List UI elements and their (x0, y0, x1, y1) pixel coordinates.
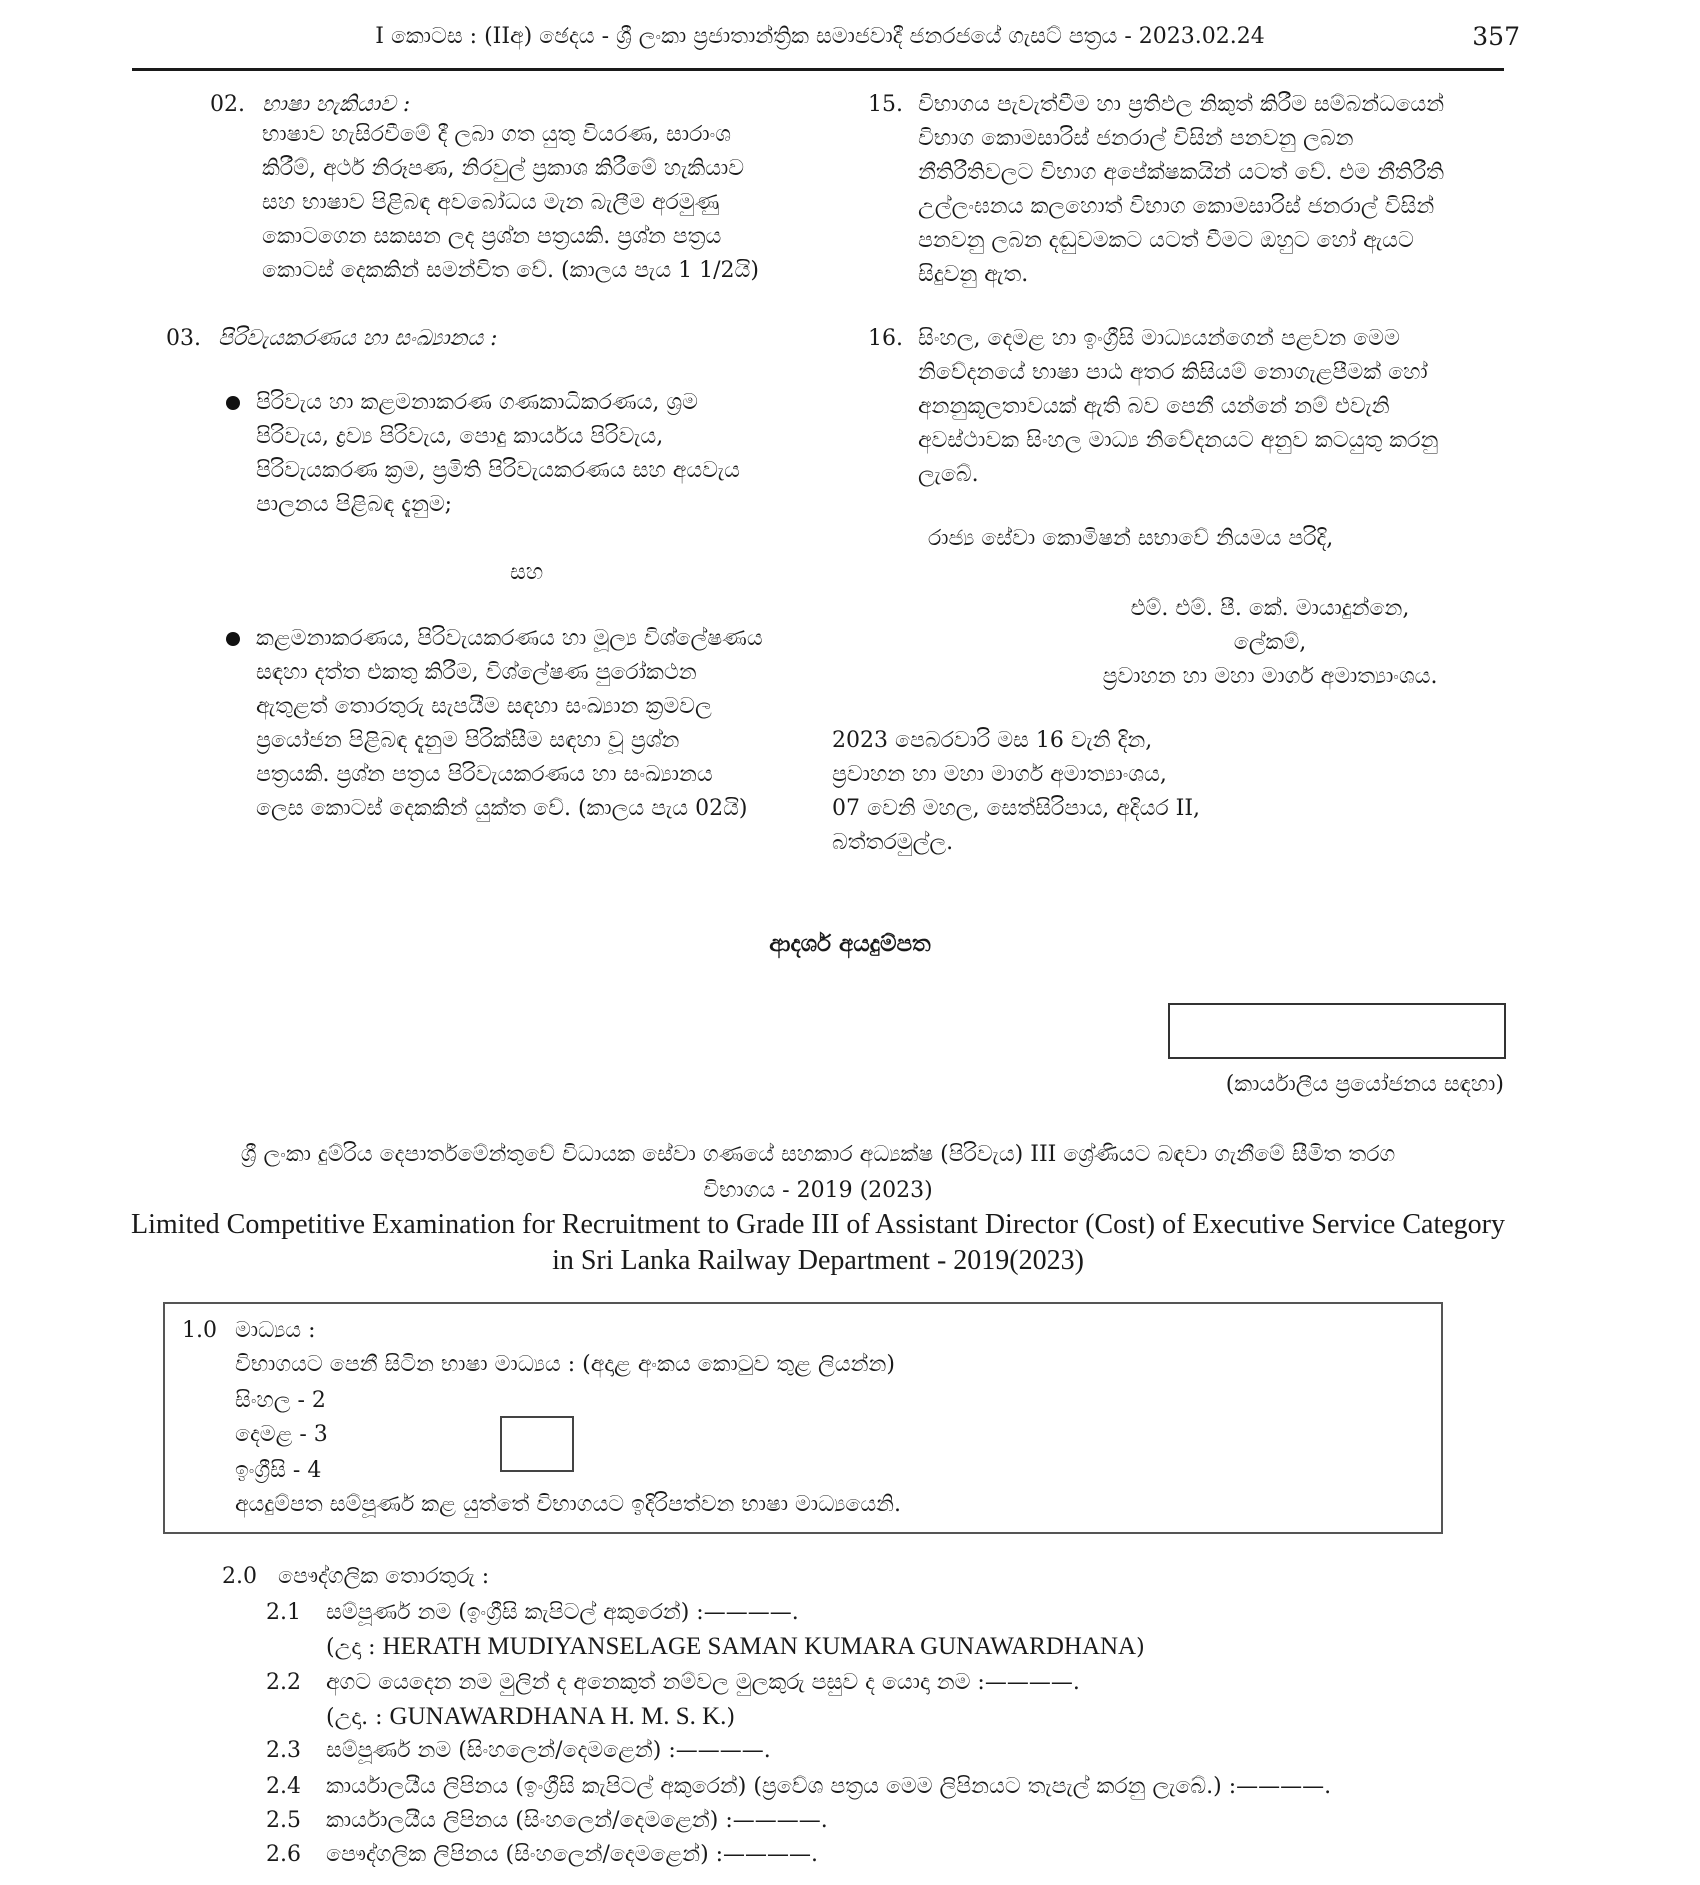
field-2-3-number: 2.3 (266, 1738, 301, 1763)
field-2-4-label: කාර්යාලයීය ලිපිනය (ඉංග්‍රීසි කැපිටල් අකුරෙන්) (ප්‍රවේශ පත්‍රය මෙම ලිපිනයට තැපැල් කරනු ලැබේ.) :————. (326, 1774, 1332, 1799)
english-title-line-1: Limited Competitive Examination for Recruitment to Grade III of Assistant Director (Cost) of Executive Service Category (131, 1209, 1505, 1240)
item-02-line: කොටගෙන සකසන ලද ප්‍රශ්න පත්‍රයකි. ප්‍රශ්න පත්‍රය (262, 224, 722, 249)
field-2-6-number: 2.6 (266, 1842, 301, 1867)
medium-code-box[interactable] (500, 1416, 574, 1472)
personal-number: 2.0 (222, 1564, 257, 1589)
medium-number: 1.0 (182, 1318, 217, 1343)
field-2-6-label: පෞද්ගලික ලිපිනය (සිංහලෙන්/දෙමළෙන්) :————. (326, 1842, 819, 1867)
field-2-4-number: 2.4 (266, 1774, 301, 1799)
item-16-line: නිවේදනයේ භාෂා පාඨ අතර කිසියම් නොගැළපීමක් හෝ (918, 360, 1428, 385)
item-15-number: 15. (868, 92, 903, 117)
item-02-heading: භාෂා හැකියාව : (262, 92, 411, 117)
example-prefix: (උදා : (326, 1635, 383, 1660)
sinhala-title-line-2: විභාගය - 2019 (2023) (703, 1178, 933, 1203)
signatory-ministry: ප්‍රවාහන හා මහා මාර්ග අමාත්‍යාංශය. (1102, 664, 1438, 689)
item-16-number: 16. (868, 326, 903, 351)
office-use-label: (කාර්යාලීය ප්‍රයෝජනය සඳහා) (1225, 1072, 1504, 1097)
example-value: GUNAWARDHANA H. M. S. K. (389, 1703, 727, 1730)
address-date: 2023 පෙබරවාරි මස 16 වැනි දින, (832, 728, 1153, 753)
bullet-2-line: සඳහා දත්ත එකතු කිරීම, විශ්ලේෂණ පුරෝකථන (256, 660, 697, 685)
example-suffix: ) (726, 1705, 736, 1730)
item-15-line: නීතිරීතිවලට විභාග අපේක්ෂකයින් යටත් වේ. එම නීතිරීති (918, 160, 1444, 185)
item-16-line: සිංහල, දෙමළ හා ඉංග්‍රීසි මාධ්‍යයන්ගෙන් පළවන මෙම (918, 326, 1400, 351)
item-02-line: කොටස් දෙකකින් සමන්විත වේ. (කාලය පැය 1 1/2යි) (262, 258, 759, 283)
bullet-2-line: පත්‍රයකි. ප්‍රශ්න පත්‍රය පිරිවැයකරණය හා සංඛ්‍යානය (256, 762, 713, 787)
item-02-line: සහ භාෂාව පිළිබඳ අවබෝධය මැන බැලීම අරමුණු (262, 190, 720, 215)
item-16-line: අවස්ථාවක සිංහල මාධ්‍ය නිවේදනයට අනුව කටයුතු කරනු (918, 428, 1439, 453)
field-2-1-example (326, 1630, 1145, 1665)
medium-label: මාධ්‍යය : (235, 1318, 316, 1343)
medium-note: අයදුම්පත සම්පූර්ණ කළ යුත්තේ විභාගයට ඉදිරිපත්වන භාෂා මාධ්‍යයෙනි. (235, 1492, 902, 1517)
medium-option-sinhala: සිංහල - 2 (235, 1388, 326, 1413)
field-2-5-label: කාර්යාලයීය ලිපිනය (සිංහලෙන්/දෙමළෙන්) :————. (326, 1808, 828, 1833)
example-value: HERATH MUDIYANSELAGE SAMAN KUMARA GUNAWARDHANA (382, 1633, 1137, 1660)
field-2-2-example (326, 1700, 735, 1735)
item-03-number: 03. (166, 326, 201, 351)
medium-instruction: විභාගයට පෙනී සිටින භාෂා මාධ්‍යය : (අදාළ අංකය කොටුව තුළ ලියන්න) (235, 1352, 895, 1377)
sinhala-title-line-1: ශ්‍රී ලංකා දුම්රිය දෙපාර්තමේන්තුවේ විධායක සේවා ගණයේ සහකාර අධ්‍යක්ෂ (පිරිවැය) III ශ්‍රේණියට බඳවා ගැනීමේ සීමිත තරග (240, 1142, 1396, 1167)
item-02-number: 02. (210, 92, 245, 117)
signature-block (1060, 592, 1480, 694)
item-03-bullet-1 (256, 386, 802, 522)
item-03-heading: පිරිවැයකරණය හා සංඛ්‍යානය : (218, 326, 498, 351)
english-title-line-2: in Sri Lanka Railway Department - 2019(2023) (552, 1245, 1084, 1276)
medium-option-english: ඉංග්‍රීසි - 4 (235, 1458, 322, 1483)
bullet-1-line: පාලනය පිළිබඳ දැනුම; (256, 492, 453, 517)
item-02-body (262, 118, 802, 288)
address-line: 07 වෙනි මහල, සෙත්සිරිපාය, අදියර II, (832, 796, 1201, 821)
item-15-line: විභාග කොමසාරිස් ජනරාල් විසින් පනවනු ලබන (918, 126, 1354, 151)
item-03-bullet-2 (256, 622, 802, 826)
bullet-1-line: පිරිවැය, ද්‍රව්‍ය පිරිවැය, පොදු කාර්යය පිරිවැය, (256, 424, 664, 449)
item-16-line: අනනුකූලතාවයක් ඇති බව පෙනී යන්නේ නම් එවැනි (918, 394, 1390, 419)
field-2-2-number: 2.2 (266, 1670, 301, 1695)
example-prefix: (උදා. : (326, 1705, 390, 1730)
header-divider (132, 68, 1504, 71)
field-2-2-label: අගට යෙදෙන නම මුලින් ද අනෙකුත් නම්වල මුලකුරු පසුව ද යොදා නම :————. (326, 1670, 1080, 1695)
bullet-2-line: ඇතුළත් තොරතුරු සැපයීම සඳහා සංඛ්‍යාන ක්‍රමවල (256, 694, 712, 719)
bullet-2-line: කළමනාකරණය, පිරිවැයකරණය හා මූල්‍ය විශ්ලේෂණය (256, 626, 763, 651)
bullet-icon (226, 396, 240, 410)
field-2-3-label: සම්පූර්ණ නම (සිංහලෙන්/දෙමළෙන්) :————. (326, 1738, 771, 1763)
bullet-icon (226, 632, 240, 646)
example-suffix: ) (1136, 1635, 1145, 1660)
address-line: ප්‍රවාහන හා මහා මාර්ග අමාත්‍යාංශය, (832, 762, 1167, 787)
conjunction-text: සහ (510, 560, 544, 585)
item-15-line: උල්ලංඝනය කලහොත් විභාග කොමසාරිස් ජනරාල් විසින් (918, 194, 1435, 219)
item-15-line: විභාගය පැවැත්වීම හා ප්‍රතිඵල නිකුත් කිරීම සම්බන්ධයෙන් (918, 92, 1445, 117)
item-02-line: භාෂාව හැසිරවීමේ දී ලබා ගත යුතු වියරණ, සාරාංශ (262, 122, 731, 147)
order-line: රාජ්‍ය සේවා කොමිෂන් සභාවේ නියමය පරිදි, (928, 526, 1334, 551)
item-16-line: ලැබේ. (918, 462, 979, 487)
bullet-2-line: ලෙස කොටස් දෙකකින් යුක්ත වේ. (කාලය පැය 02යි) (256, 796, 748, 821)
page-number: 357 (1472, 22, 1520, 51)
bullet-2-line: ප්‍රයෝජන පිළිබඳ දැනුම පිරික්සීම සඳහා වූ ප්‍රශ්න (256, 728, 680, 753)
address-line: බත්තරමුල්ල. (832, 830, 954, 855)
item-02-line: කිරීම්, අර්ථ නිරූපණ, නිරවුල් ප්‍රකාශ කිරීමේ හැකියාව (262, 156, 745, 181)
personal-label: පෞද්ගලික තොරතුරු : (278, 1564, 490, 1589)
running-header: I කොටස : (IIඅ) ඡෙදය - ශ්‍රී ලංකා ප්‍රජාතාන්ත්‍රික සමාජවාදී ජනරජයේ ගැසට් පත්‍රය - 2023.02.24 (375, 24, 1265, 49)
item-15-line: සිදුවනු ඇත. (918, 262, 1029, 287)
signatory-title: ලේකම්, (1233, 630, 1307, 655)
item-15-line: පනවනු ලබන දඬුවමකට යටත් වීමට ඔහුට හෝ ඇයට (918, 228, 1414, 253)
address-block (832, 724, 1432, 860)
bullet-1-line: පිරිවැය හා කළමනාකරණ ගණකාධිකරණය, ශ්‍රම (256, 390, 698, 415)
item-15-body (918, 88, 1504, 292)
medium-option-tamil: දෙමළ - 3 (235, 1422, 328, 1447)
signatory-name: එම්. එම්. පී. කේ. මායාදුන්නෙ, (1130, 596, 1410, 621)
field-2-1-label: සම්පූර්ණ නම (ඉංග්‍රීසි කැපිටල් අකුරෙන්) :————. (326, 1600, 799, 1625)
form-title: ආදර්ශ අයදුම්පත (769, 930, 931, 957)
bullet-1-line: පිරිවැයකරණ ක්‍රම, ප්‍රමිති පිරිවැයකරණය සහ අයවැය (256, 458, 740, 483)
item-16-body (918, 322, 1504, 492)
field-2-1-number: 2.1 (266, 1600, 301, 1625)
field-2-5-number: 2.5 (266, 1808, 301, 1833)
office-use-box[interactable] (1168, 1003, 1506, 1059)
